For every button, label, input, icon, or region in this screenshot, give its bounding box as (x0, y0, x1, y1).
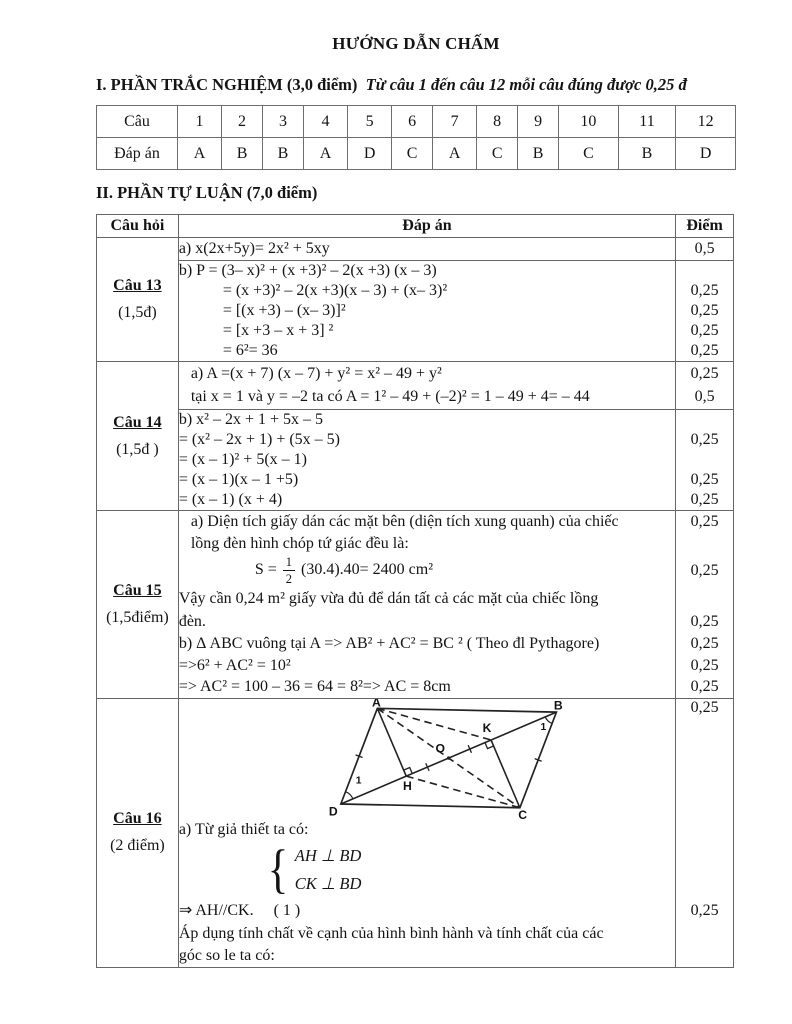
points-value-cell (676, 819, 734, 841)
points-value-cell: 0,25 (676, 899, 734, 923)
points-value-cell: 0,25 (676, 511, 734, 533)
points-value-cell: 0,25 (676, 611, 734, 633)
angle-arc-b (545, 717, 552, 724)
essay-line-row (97, 450, 734, 470)
parallelogram-figure-svg (307, 699, 609, 819)
figure-label-k: K (482, 720, 492, 735)
points-value-cell (676, 945, 734, 967)
question-points-label: (1,5đ) (118, 304, 157, 321)
essay-line-row (97, 899, 734, 923)
mc-row-label-question: Câu (97, 106, 178, 138)
question-number-label: Câu 16 (113, 810, 162, 828)
mc-question-number: 4 (303, 106, 347, 138)
essay-line-row (97, 386, 734, 410)
figure-label-d: D (328, 804, 338, 819)
essay-line-row (97, 699, 734, 820)
points-value-cell: 0,5 (676, 386, 734, 410)
question-number-label: Câu 15 (113, 582, 162, 599)
essay-line-row (97, 819, 734, 841)
essay-line-row (97, 611, 734, 633)
point-o-dot (447, 756, 450, 759)
essay-line-row (97, 321, 734, 341)
dashed-ak (377, 708, 491, 740)
points-value-cell: 0,25 (676, 321, 734, 341)
points-value-cell: 0,25 (676, 555, 734, 587)
essay-line-row (97, 945, 734, 967)
points-value-cell: 0,25 (676, 470, 734, 490)
points-value-cell (676, 261, 734, 282)
essay-table-header-row (97, 215, 734, 238)
answer-line-cell: Áp dụng tính chất về cạnh của hình bình hành và tính chất của các (178, 923, 675, 945)
section2-heading: II. PHẦN TỰ LUẬN (7,0 điểm) (96, 183, 318, 202)
mc-question-number: 2 (222, 106, 263, 138)
essay-line-row (97, 281, 734, 301)
question-label-cell (97, 699, 179, 968)
answer-line-cell: b) Δ ABC vuông tại A => AB² + AC² = BC ² ( Theo đl Pythagore) (178, 633, 675, 655)
points-value-cell: 0,25 (676, 699, 734, 820)
mc-answer-value: C (392, 138, 433, 170)
answer-line-cell: a) A =(x + 7) (x – 7) + y² = x² – 49 + y² (178, 362, 675, 386)
answer-line-cell: b) P = (3– x)² + (x +3)² – 2(x +3) (x – 3) (178, 261, 675, 282)
angle-arc-d (345, 792, 352, 799)
answer-line-cell: a) x(2x+5y)= 2x² + 5xy (178, 238, 675, 261)
mc-question-number: 1 (178, 106, 222, 138)
column-header-points: Điểm (676, 215, 734, 238)
question-points-label: (1,5điểm) (106, 609, 169, 626)
mc-answer-value: B (263, 138, 304, 170)
figure-label-o: O (435, 741, 445, 756)
question-label-cell (97, 238, 179, 362)
fraction-prefix: S = (254, 561, 281, 579)
mc-answer-value: B (618, 138, 676, 170)
mc-table-row (97, 106, 736, 138)
answer-line-cell: = (x² – 2x + 1) + (5x – 5) (178, 430, 675, 450)
equation-system (265, 839, 675, 900)
essay-line-row (97, 841, 734, 899)
page-title: HƯỚNG DẪN CHẤM (332, 34, 500, 53)
answer-line-cell: = (x – 1)² + 5(x – 1) (178, 450, 675, 470)
answer-line-cell: Vậy cần 0,24 m² giấy vừa đủ để dán tất cả các mặt của chiếc lồng (178, 587, 675, 611)
answer-line-cell: b) x² – 2x + 1 + 5x – 5 (178, 410, 675, 431)
mc-answer-value: C (559, 138, 619, 170)
column-header-question: Câu hỏi (97, 215, 179, 238)
figure-angle-label-b1: 1 (540, 721, 546, 733)
answer-line-cell: tại x = 1 và y = –2 ta có A = 1² – 49 + (–2)² = 1 – 49 + 4= – 44 (178, 386, 675, 410)
points-value-cell (676, 410, 734, 431)
fraction (283, 556, 295, 585)
mc-answer-value: D (348, 138, 392, 170)
question-label-cell (97, 362, 179, 511)
essay-line-row (97, 362, 734, 386)
figure-label-b: B (553, 699, 563, 713)
essay-answer-table (96, 214, 734, 968)
points-value-cell: 0,25 (676, 362, 734, 386)
essay-line-row (97, 410, 734, 431)
answer-line-cell: = (x – 1)(x – 1 +5) (178, 470, 675, 490)
system-line-2: CK ⊥ BD (294, 873, 362, 893)
mc-answer-value: C (477, 138, 518, 170)
answer-line-cell: lồng đèn hình chóp tứ giác đều là: (178, 533, 675, 555)
points-value-cell: 0,25 (676, 633, 734, 655)
points-value-cell: 0,5 (676, 238, 734, 261)
mc-question-number: 7 (433, 106, 477, 138)
mc-answer-value: A (303, 138, 347, 170)
fraction-suffix: (30.4).40= 2400 cm² (296, 561, 434, 579)
essay-line-row (97, 511, 734, 533)
answer-line-cell: a) Từ giả thiết ta có: (178, 819, 675, 841)
essay-line-row (97, 533, 734, 555)
answer-line-cell (178, 555, 675, 587)
mc-question-number: 3 (263, 106, 304, 138)
mc-question-number: 8 (477, 106, 518, 138)
points-value-cell: 0,25 (676, 281, 734, 301)
points-value-cell: 0,25 (676, 677, 734, 699)
answer-line-cell (178, 841, 675, 899)
essay-line-row (97, 470, 734, 490)
points-value-cell: 0,25 (676, 341, 734, 362)
answer-line-cell: => AC² = 100 – 36 = 64 = 8²=> AC = 8cm (178, 677, 675, 699)
segment-ck (491, 740, 520, 808)
mc-question-number: 12 (676, 106, 736, 138)
mc-question-number: 5 (348, 106, 392, 138)
points-value-cell: 0,25 (676, 490, 734, 511)
points-value-cell: 0,25 (676, 430, 734, 450)
answer-line-cell: a) Diện tích giấy dán các mặt bên (diện tích xung quanh) của chiếc (178, 511, 675, 533)
mc-answer-value: A (433, 138, 477, 170)
essay-line-row (97, 587, 734, 611)
multiple-choice-answer-table (96, 105, 736, 170)
mc-answer-value: B (518, 138, 559, 170)
mc-row-label-answer: Đáp án (97, 138, 178, 170)
answer-line-cell: đèn. (178, 611, 675, 633)
essay-line-row (97, 633, 734, 655)
essay-line-row (97, 655, 734, 677)
answer-line-cell: = 6²= 36 (178, 341, 675, 362)
left-brace-glyph: { (267, 839, 289, 900)
essay-line-row (97, 341, 734, 362)
essay-line-row (97, 301, 734, 321)
dashed-hc (406, 776, 520, 808)
answer-line-cell: = (x +3)² – 2(x +3)(x – 3) + (x– 3)² (178, 281, 675, 301)
essay-line-row (97, 261, 734, 282)
column-header-answer: Đáp án (178, 215, 675, 238)
mc-question-number: 10 (559, 106, 619, 138)
question-points-label: (2 điểm) (110, 837, 165, 855)
points-value-cell (676, 923, 734, 945)
answer-line-cell: = [x +3 – x + 3] ² (178, 321, 675, 341)
section1-heading-bold: I. PHẦN TRẮC NGHIỆM (3,0 điểm) (96, 75, 358, 94)
essay-line-row (97, 677, 734, 699)
points-value-cell (676, 587, 734, 611)
question-label-cell (97, 511, 179, 699)
answer-line-cell: = [(x +3) – (x– 3)]² (178, 301, 675, 321)
essay-line-row (97, 555, 734, 587)
mc-answer-value: A (178, 138, 222, 170)
mc-question-number: 6 (392, 106, 433, 138)
mc-answer-value: B (222, 138, 263, 170)
answer-line-cell: =>6² + AC² = 10² (178, 655, 675, 677)
answer-line-cell: ⇒ AH//CK. ( 1 ) (178, 899, 675, 923)
essay-line-row (97, 430, 734, 450)
essay-line-row (97, 238, 734, 261)
question-number-label: Câu 13 (113, 277, 162, 294)
section1-heading (96, 75, 736, 95)
system-line-1: AH ⊥ BD (294, 845, 362, 865)
mc-question-number: 11 (618, 106, 676, 138)
figure-angle-label-d1: 1 (355, 775, 362, 787)
points-value-cell (676, 450, 734, 470)
fraction-denominator: 2 (285, 571, 292, 586)
figure-label-c: C (518, 808, 527, 819)
answer-line-cell (178, 699, 675, 820)
section1-heading-italic: Từ câu 1 đến câu 12 mỗi câu đúng được 0,25 đ (365, 75, 687, 94)
mc-answer-value: D (676, 138, 736, 170)
figure-label-h: H (402, 778, 412, 793)
essay-line-row (97, 490, 734, 511)
answer-line-cell: góc so le ta có: (178, 945, 675, 967)
points-value-cell (676, 533, 734, 555)
points-value-cell: 0,25 (676, 655, 734, 677)
points-value-cell (676, 841, 734, 899)
mc-question-number: 9 (518, 106, 559, 138)
fraction-numerator: 1 (283, 556, 295, 571)
answer-line-cell: = (x – 1) (x + 4) (178, 490, 675, 511)
mc-table-row (97, 138, 736, 170)
figure-label-a: A (371, 699, 381, 710)
essay-line-row (97, 923, 734, 945)
question-number-label: Câu 14 (113, 413, 162, 431)
points-value-cell: 0,25 (676, 301, 734, 321)
geometry-figure (307, 699, 609, 819)
question-points-label: (1,5đ ) (116, 440, 159, 458)
